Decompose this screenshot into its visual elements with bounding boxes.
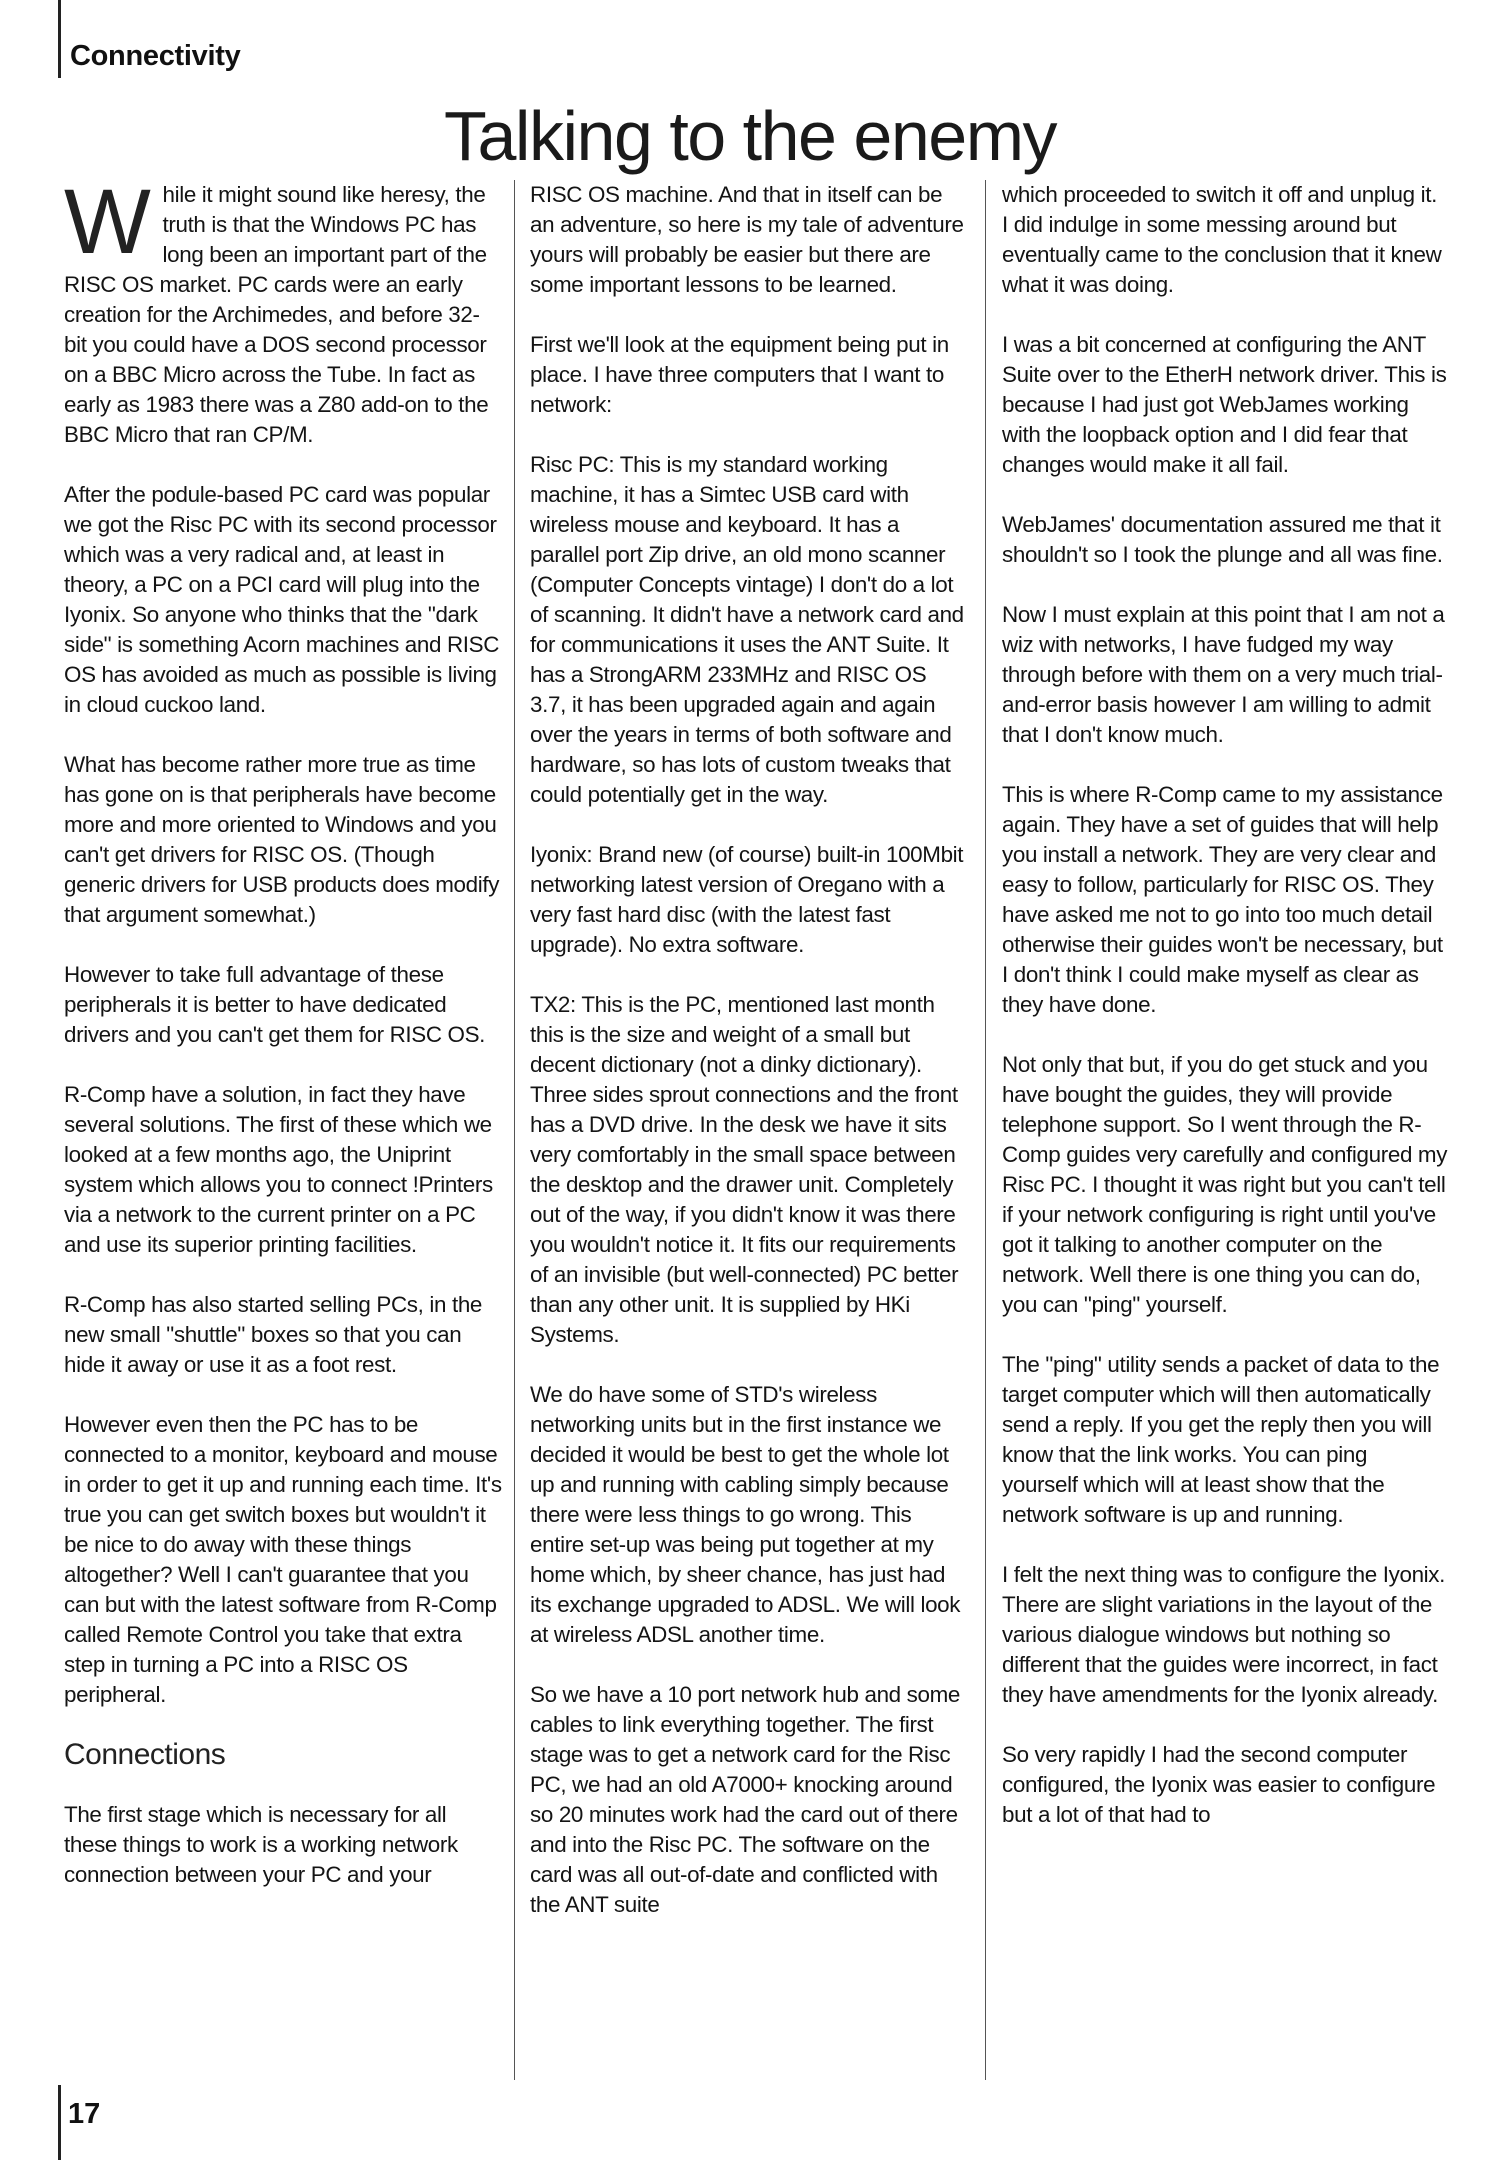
paragraph: The "ping" utility sends a packet of data to the target computer which will then automatically send a reply. If you get the reply then you will know that the link works. You can ping yourself which will at least show that the network software is up and running. (1002, 1352, 1440, 1527)
column-divider (985, 180, 986, 2080)
paragraph: So we have a 10 port network hub and some cables to link everything together. The first stage was to get a network card for the Risc PC, we had an old A7000+ knocking around so 20 minutes work had the card out of there and into the Risc PC. The software on the card was all out-of-date and conflicted with the ANT suite (530, 1682, 961, 1917)
paragraph: Iyonix: Brand new (of course) built-in 100Mbit networking latest version of Oregano with a very fast hard disc (with the latest fast upgrade). No extra software. (530, 842, 964, 957)
paragraph: After the podule-based PC card was popular we got the Risc PC with its second processor which was a very radical and, at least in theory, a PC on a PCI card will plug into the Iyonix. So anyone who thinks that the "dark side" is something Acorn machines and RISC OS has avoided as much as possible is living in cloud cuckoo land. (64, 482, 500, 717)
lead-text: hile it might sound like heresy, the truth is that the Windows PC has long been an important part of the RISC OS market. PC cards were an early creation for the Archimedes, and before 32-bit you could have a DOS second processor on a BBC Micro across the Tube. In fact as early as 1983 there was a Z80 add-on to the BBC Micro that ran CP/M. (64, 182, 489, 447)
paragraph: So very rapidly I had the second computer configured, the Iyonix was easier to configure but a lot of that had to (1002, 1742, 1436, 1827)
paragraph: R-Comp have a solution, in fact they have several solutions. The first of these which we looked at a few months ago, the Uniprint system which allows you to connect !Printers via a network to the current printer on a PC and use its superior printing facilities. (64, 1082, 493, 1257)
paragraph: The first stage which is necessary for all these things to work is a working network connection between your PC and your (64, 1802, 458, 1887)
page-number: 17 (68, 2098, 101, 2130)
paragraph: TX2: This is the PC, mentioned last month this is the size and weight of a small but decent dictionary (not a dinky dictionary). Three sides sprout connections and the front has a DVD drive. In the desk we have it sits very comfortably in the small space between the desktop and the drawer unit. Completely out of the way, if you didn't know it was there you wouldn't notice it. It fits our requirements of an invisible (but well-connected) PC better than any other unit. It is supplied by HKi Systems. (530, 992, 959, 1347)
section-rule (58, 0, 61, 78)
paragraph: This is where R-Comp came to my assistance again. They have a set of guides that will help you install a network. They are very clear and easy to follow, particularly for RISC OS. They have asked me not to go into too much detail otherwise their guides won't be necessary, but I don't think I could make myself as clear as they have done. (1002, 782, 1443, 1017)
paragraph: RISC OS machine. And that in itself can be an adventure, so here is my tale of adventure yours will probably be easier but there are some important lessons to be learned. (530, 182, 964, 297)
paragraph: which proceeded to switch it off and unplug it. I did indulge in some messing around but eventually came to the conclusion that it knew what it was doing. (1002, 182, 1442, 297)
paragraph: Not only that but, if you do get stuck and you have bought the guides, they will provide telephone support. So I went through the R-Comp guides very carefully and configured my Risc PC. I thought it was right but you can't tell if your network configuring is right until you've got it talking to another computer on the network. Well there is one thing you can do, you can "ping" yourself. (1002, 1052, 1448, 1317)
section-label: Connectivity (70, 40, 241, 72)
column-3 (1002, 180, 1448, 2090)
article-headline: Talking to the enemy (443, 97, 1057, 175)
paragraph: We do have some of STD's wireless networking units but in the first instance we decided it would be best to get the whole lot up and running with cabling simply because there were less things to go wrong. This entire set-up was being put together at my home which, by sheer chance, has just had its exchange upgraded to ADSL. We will look at wireless ADSL another time. (530, 1382, 961, 1647)
column-divider (514, 180, 515, 2080)
paragraph: WebJames' documentation assured me that it shouldn't so I took the plunge and all was fine. (1002, 512, 1443, 567)
column-2 (530, 180, 968, 2090)
paragraph: What has become rather more true as time has gone on is that peripherals have become more and more oriented to Windows and you can't get drivers for RISC OS. (Though generic drivers for USB products does modify that argument somewhat.) (64, 752, 500, 927)
paragraph: Now I must explain at this point that I am not a wiz with networks, I have fudged my way through before with them on a very much trial-and-error basis however I am willing to admit that I don't know much. (1002, 602, 1445, 747)
paragraph: First we'll look at the equipment being put in place. I have three computers that I want to network: (530, 332, 949, 417)
paragraph: However even then the PC has to be connected to a monitor, keyboard and mouse in order to get it up and running each time. It's true you can get switch boxes but wouldn't it be nice to do away with these things altogether? Well I can't guarantee that you can but with the latest software from R-Comp called Remote Control you take that extra step in turning a PC into a RISC OS peripheral. (64, 1412, 502, 1707)
paragraph: Risc PC: This is my standard working machine, it has a Simtec USB card with wireless mouse and keyboard. It has a parallel port Zip drive, an old mono scanner (Computer Concepts vintage) I don't do a lot of scanning. It didn't have a network card and for communications it uses the ANT Suite. It has a StrongARM 233MHz and RISC OS 3.7, it has been upgraded again and again over the years in terms of both software and hardware, so has lots of custom tweaks that could potentially get in the way. (530, 452, 964, 807)
subheading: Connections (64, 1738, 226, 1771)
folio-rule (58, 2085, 61, 2160)
paragraph: I felt the next thing was to configure the Iyonix. There are slight variations in the layout of the various dialogue windows but nothing so different that the guides were incorrect, in fact they have amendments for the Iyonix already. (1002, 1562, 1446, 1707)
lead-paragraph (64, 180, 502, 450)
paragraph: R-Comp has also started selling PCs, in the new small "shuttle" boxes so that you can hide it away or use it as a foot rest. (64, 1292, 483, 1377)
paragraph: I was a bit concerned at configuring the ANT Suite over to the EtherH network driver. This is because I had just got WebJames working with the loopback option and I did fear that changes would make it all fail. (1002, 332, 1447, 477)
drop-cap: W (64, 180, 151, 273)
paragraph: However to take full advantage of these peripherals it is better to have dedicated drivers and you can't get them for RISC OS. (64, 962, 486, 1047)
column-1 (64, 180, 502, 2090)
